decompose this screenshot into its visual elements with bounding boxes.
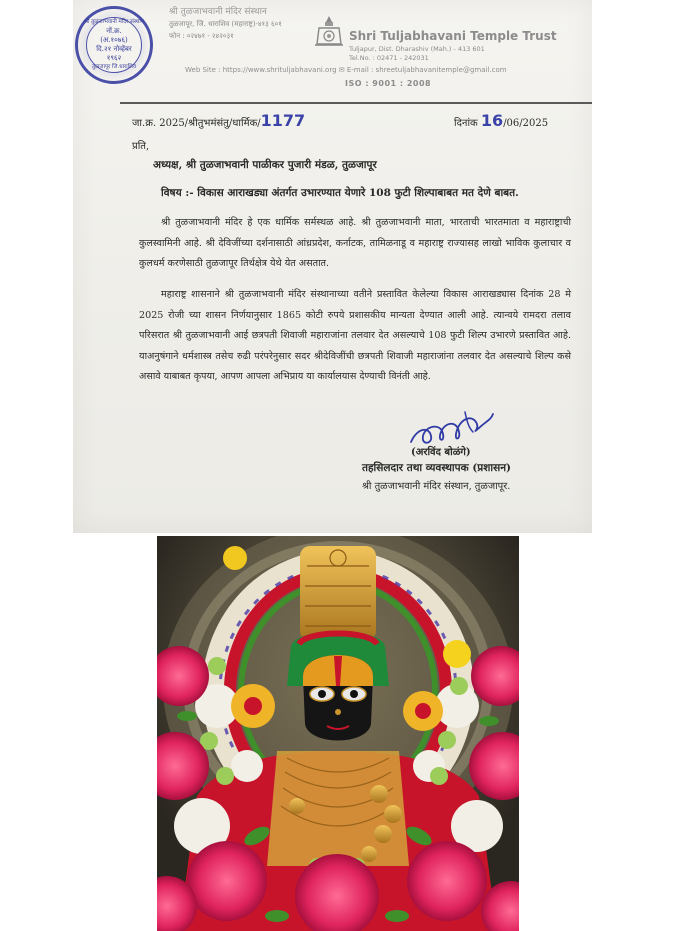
reference-label: जा.क्र. 2025/श्रीतुभमंसंतु/धार्मिक/ [132,118,261,129]
reference-number-handwritten: 1177 [260,111,306,130]
seal-line: नों.क्र. [106,27,122,35]
addressee: अध्यक्ष, श्री तुळजाभवानी पाळीकर पुजारी मंडळ, तुळजापूर [153,159,377,171]
letterhead-english [349,28,589,63]
seal-line: (अ.१०७६) [100,36,128,44]
letterhead-english-address: Tuljapur, Dist. Dharashiv (Mah.) - 413 601 [349,45,485,53]
goddess-idol-photo [157,536,519,931]
temple-emblem-icon [311,14,347,48]
date-day-handwritten: 16 [480,111,504,130]
body-paragraph-1: श्री तुळजाभवानी मंदिर हे एक धार्मिक सर्मस्थळ आहे. श्री तुळजाभवानी माता, भारताची भारतमाता व महाराष्ट्राची कुलस्वामिनी आहे. श्री देविजींच्या दर्शनासाठी आंध्रप्रदेश, कर्नाटक, तामिळनाडू व महाराष्ट्र राज्यासह लाखो भाविक कुलाचार व कुलधर्म करणेसाठी तुळजापूर तिर्थक्षेत्र येथे येत असतात. [139,217,571,269]
letterhead-marathi-title: श्री तुळजाभवानी मंदिर संस्थान [169,7,267,17]
letterhead-divider [120,102,592,104]
subject-line: विषय :- विकास आराखड्या अंतर्गत उभारण्यात येणारे 108 फुटी शिल्पाबाबत मत देणे बाबत. [161,187,519,199]
letter-document [73,0,592,533]
body-paragraph-2: महाराष्ट्र शासनाने श्री तुळजाभवानी मंदिर संस्थानाच्या वतीने प्रस्तावित केलेल्या विकास आराखड्यास दिनांक 28 मे 2025 रोजी च्या शासन निर्णयानुसार 1865 कोटी रुपये प्रशासकीय मान्यता देण्यात आली आहे. त्यान्वये रामदरा तलाव परिसरात श्री तुळजाभवानी आई छत्रपती शिवाजी महाराजांना तलवार देत असल्याचे 108 फुटी शिल्प उभारणे प्रस्तावित आहे. याअनुषंगाने धर्मशास्त्र तसेच रुढी परंपरेनुसार सदर श्रीदेविजींची छत्रपती शिवाजी महाराजांना तलवार देत असल्याचे शिल्प कसे असावे याबाबत कृपया, आपण आपला अभिप्राय या कार्यालयास देण्याची विनंती आहे. [139,289,571,382]
seal-line: १९६२ [106,54,122,62]
signatory-title: तहसिलदार तथा व्यवस्थापक (प्रशासन) [362,462,512,474]
letterhead [73,0,592,100]
letterhead-english-title: Shri Tuljabhavani Temple Trust [349,29,557,43]
letterhead-english-phone: Tel.No. : 02471 - 242031 [349,54,429,62]
seal-line: श्री तुळजाभवानी मंदिर संस्थान [84,19,144,25]
letterhead-marathi-address: तुळजापूर, जि. धाराशिव (महाराष्ट्र)-४१३ ६०१ [169,20,282,28]
signatory-organization: श्री तुळजाभवानी मंदिर संस्थान, तुळजापूर. [362,481,511,492]
signatory-name: (अरविंद बोळंगे) [411,447,471,458]
date-rest: /06/2025 [503,118,549,129]
temple-seal-stamp [75,6,153,84]
date-line [454,111,548,130]
seal-line: दि.२१ नोव्हेंबर [96,45,132,53]
seal-line: तुळजापूर जि.धाराशिव [92,64,136,70]
idol-illustration [157,536,519,931]
salutation: प्रति, [132,141,150,152]
date-label: दिनांक [454,118,478,129]
iso-certification: ISO : 9001 : 2008 [345,79,432,88]
reference-number-line [132,111,305,130]
letterhead-marathi [169,6,319,42]
golden-crown [300,546,376,641]
letterhead-contact-line: Web Site : https://www.shrituljabhavani.org ✉ E-mail : shreetuljabhavanitemple@gmail.com [185,66,507,74]
letterhead-marathi-phone: फोन : ०२४७१ - २४२०३१ [169,32,234,40]
